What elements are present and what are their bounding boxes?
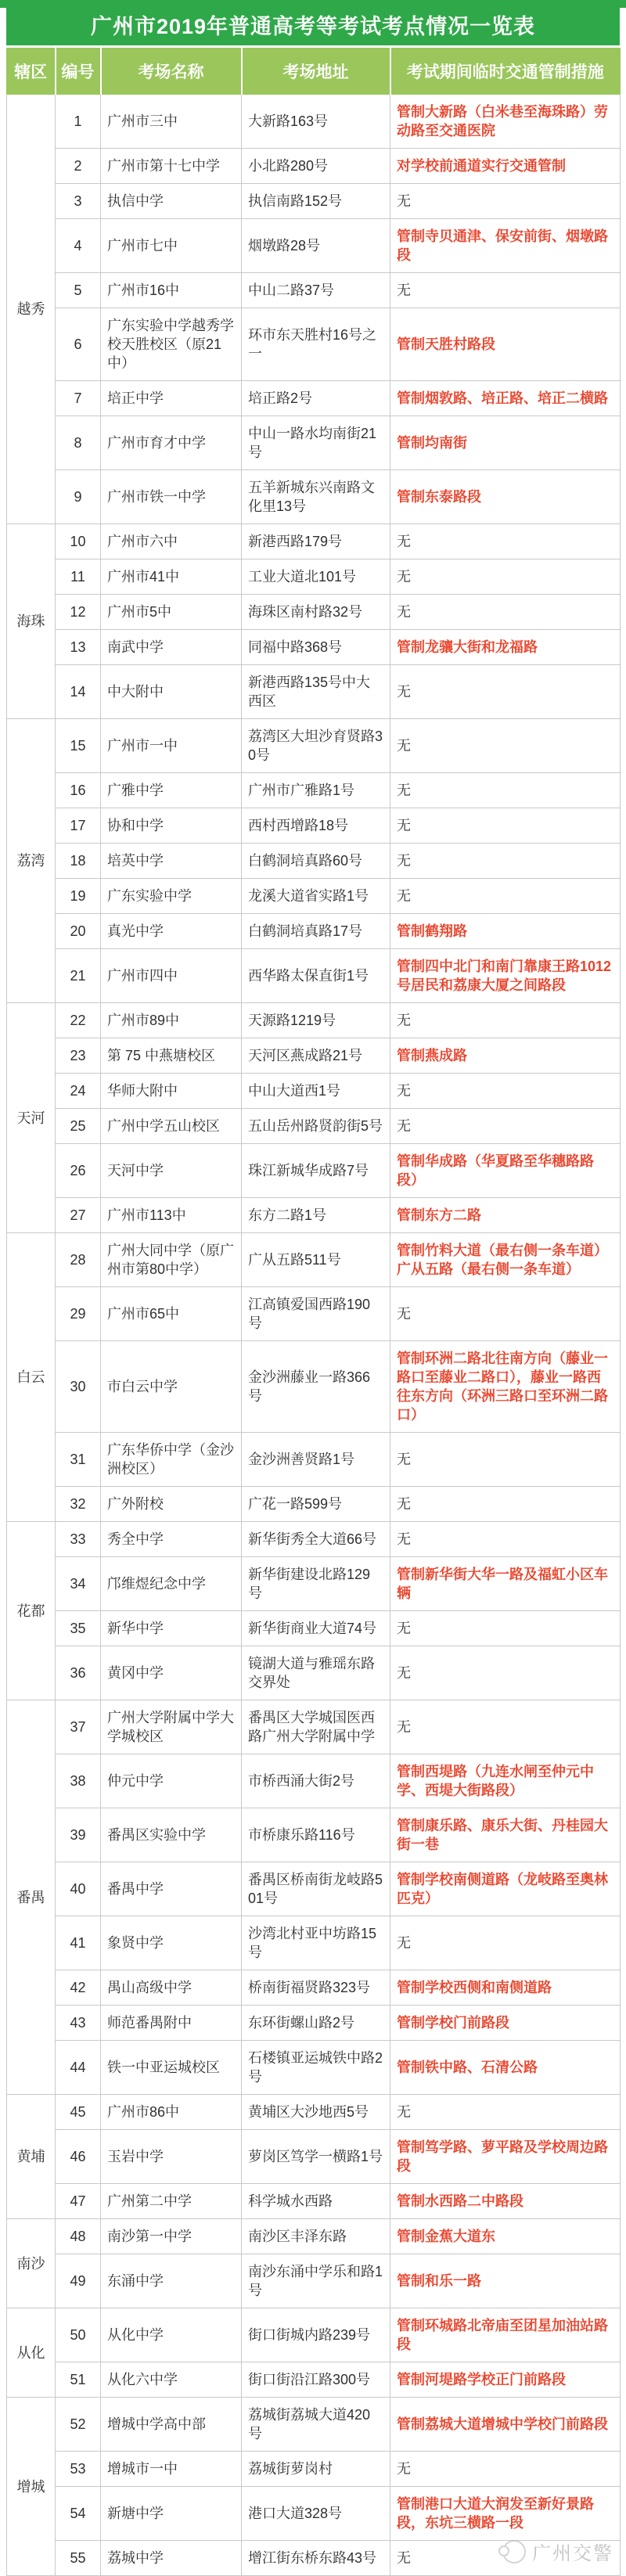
traffic-control: 无 (390, 559, 621, 595)
table-row (7, 1916, 621, 1970)
row-number: 29 (56, 1287, 101, 1341)
school-name: 广州市育才中学 (101, 416, 242, 470)
district-cell: 荔湾 (7, 719, 56, 1003)
school-address: 同福中路368号 (242, 630, 390, 665)
school-name: 增城市一中 (101, 2452, 242, 2487)
row-number: 41 (56, 1916, 101, 1970)
school-address: 江高镇爱国西路190号 (242, 1287, 390, 1341)
table-row (7, 914, 621, 949)
school-name: 邝维煜纪念中学 (101, 1557, 242, 1611)
school-name: 玉岩中学 (101, 2130, 242, 2184)
school-name: 广外附校 (101, 1487, 242, 1522)
header-school-address: 考场地址 (242, 49, 390, 95)
header-district: 辖区 (7, 49, 56, 95)
traffic-control: 无 (390, 1700, 621, 1754)
table-row (7, 1862, 621, 1916)
school-name: 从化六中学 (101, 2362, 242, 2398)
traffic-control: 管制天胜村路段 (390, 308, 621, 381)
district-cell: 天河 (7, 1003, 56, 1233)
exam-table (6, 48, 621, 2576)
row-number: 38 (56, 1754, 101, 1808)
school-address: 荔城街萝岗村 (242, 2452, 390, 2487)
school-name: 仲元中学 (101, 1754, 242, 1808)
table-row (7, 879, 621, 914)
top-green-strip (0, 0, 626, 8)
school-address: 大新路163号 (242, 95, 390, 149)
school-name: 番禺区实验中学 (101, 1808, 242, 1862)
row-number: 8 (56, 416, 101, 470)
traffic-control: 无 (390, 1074, 621, 1109)
table-row (7, 1074, 621, 1109)
school-address: 龙溪大道省实路1号 (242, 879, 390, 914)
traffic-control: 无 (390, 773, 621, 808)
traffic-control: 对学校前通道实行交通管制 (390, 149, 621, 184)
district-cell: 海珠 (7, 524, 56, 719)
row-number: 31 (56, 1433, 101, 1487)
row-number: 50 (56, 2308, 101, 2362)
traffic-control: 无 (390, 1611, 621, 1646)
row-number: 34 (56, 1557, 101, 1611)
traffic-control: 无 (390, 2095, 621, 2130)
district-cell: 南沙 (7, 2219, 56, 2308)
school-name: 广州市16中 (101, 273, 242, 308)
school-name: 东涌中学 (101, 2254, 242, 2308)
row-number: 39 (56, 1808, 101, 1862)
row-number: 26 (56, 1144, 101, 1198)
table-header (7, 49, 621, 95)
row-number: 24 (56, 1074, 101, 1109)
traffic-control: 管制学校门前路段 (390, 2006, 621, 2041)
traffic-control: 管制龙骧大街和龙福路 (390, 630, 621, 665)
school-address: 新华街秀全大道66号 (242, 1522, 390, 1557)
school-address: 广花一路599号 (242, 1487, 390, 1522)
school-address: 桥南街福贤路323号 (242, 1970, 390, 2006)
table-row (7, 630, 621, 665)
row-number: 48 (56, 2219, 101, 2254)
school-address: 新港西路179号 (242, 524, 390, 559)
traffic-control: 无 (390, 1109, 621, 1144)
table-row (7, 665, 621, 719)
school-address: 小北路280号 (242, 149, 390, 184)
school-address: 西村西增路18号 (242, 808, 390, 844)
exam-table-body (7, 95, 621, 2576)
school-address: 东环街螺山路2号 (242, 2006, 390, 2041)
school-address: 镜湖大道与雅瑶东路交界处 (242, 1646, 390, 1700)
school-name: 禺山高级中学 (101, 1970, 242, 2006)
table-row (7, 949, 621, 1003)
school-name: 象贤中学 (101, 1916, 242, 1970)
traffic-control: 管制康乐路、康乐大街、丹桂园大街一巷 (390, 1808, 621, 1862)
traffic-control: 无 (390, 1003, 621, 1038)
traffic-control: 管制金蕉大道东 (390, 2219, 621, 2254)
row-number: 49 (56, 2254, 101, 2308)
row-number: 5 (56, 273, 101, 308)
traffic-control: 无 (390, 1433, 621, 1487)
table-row (7, 1287, 621, 1341)
table-row (7, 470, 621, 524)
table-row (7, 2130, 621, 2184)
row-number: 11 (56, 559, 101, 595)
row-number: 9 (56, 470, 101, 524)
traffic-control: 管制鹤翔路 (390, 914, 621, 949)
school-address: 执信南路152号 (242, 184, 390, 219)
table-row (7, 595, 621, 630)
school-name: 培正中学 (101, 381, 242, 416)
school-name: 广州市41中 (101, 559, 242, 595)
school-address: 烟墩路28号 (242, 219, 390, 273)
school-name: 广州市一中 (101, 719, 242, 773)
traffic-control: 管制环城路北帝庙至团星加油站路段 (390, 2308, 621, 2362)
school-name: 第 75 中燕塘校区 (101, 1038, 242, 1074)
table-row (7, 773, 621, 808)
school-address: 中山二路37号 (242, 273, 390, 308)
school-address: 广州市广雅路1号 (242, 773, 390, 808)
row-number: 20 (56, 914, 101, 949)
district-cell: 增城 (7, 2398, 56, 2576)
school-name: 广东实验中学越秀学校天胜校区（原21中） (101, 308, 242, 381)
table-row (7, 1970, 621, 2006)
district-cell: 从化 (7, 2308, 56, 2398)
row-number: 13 (56, 630, 101, 665)
school-name: 番禺中学 (101, 1862, 242, 1916)
school-address: 广从五路511号 (242, 1233, 390, 1287)
district-cell: 黄埔 (7, 2095, 56, 2219)
table-row (7, 184, 621, 219)
row-number: 30 (56, 1341, 101, 1433)
school-name: 增城中学高中部 (101, 2398, 242, 2452)
school-address: 新华街商业大道74号 (242, 1611, 390, 1646)
school-name: 广州市三中 (101, 95, 242, 149)
table-row (7, 1198, 621, 1233)
header-number: 编号 (56, 49, 101, 95)
school-name: 协和中学 (101, 808, 242, 844)
row-number: 25 (56, 1109, 101, 1144)
school-name: 广州市113中 (101, 1198, 242, 1233)
row-number: 42 (56, 1970, 101, 2006)
table-row (7, 1754, 621, 1808)
traffic-control: 管制荔城大道增城中学校门前路段 (390, 2398, 621, 2452)
row-number: 3 (56, 184, 101, 219)
traffic-control: 管制铁中路、石清公路 (390, 2041, 621, 2095)
school-address: 天河区燕成路21号 (242, 1038, 390, 1074)
school-name: 从化中学 (101, 2308, 242, 2362)
row-number: 10 (56, 524, 101, 559)
school-address: 中山大道西1号 (242, 1074, 390, 1109)
school-address: 金沙洲藤业一路366号 (242, 1341, 390, 1433)
traffic-control: 无 (390, 524, 621, 559)
school-name: 南沙第一中学 (101, 2219, 242, 2254)
traffic-control: 无 (390, 844, 621, 879)
header-school-name: 考场名称 (101, 49, 242, 95)
school-name: 广州市铁一中学 (101, 470, 242, 524)
table-row (7, 1003, 621, 1038)
traffic-control: 管制水西路二中路段 (390, 2184, 621, 2219)
table-row (7, 2362, 621, 2398)
school-address: 萝岗区笃学一横路1号 (242, 2130, 390, 2184)
school-name: 广州市65中 (101, 1287, 242, 1341)
school-address: 五羊新城东兴南路文化里13号 (242, 470, 390, 524)
traffic-control: 管制华成路（华夏路至华穗路路段） (390, 1144, 621, 1198)
school-address: 增江街东桥东路43号 (242, 2541, 390, 2576)
school-address: 荔城街荔城大道420号 (242, 2398, 390, 2452)
table-row (7, 524, 621, 559)
row-number: 36 (56, 1646, 101, 1700)
school-name: 广州中学五山校区 (101, 1109, 242, 1144)
row-number: 12 (56, 595, 101, 630)
traffic-control: 无 (390, 273, 621, 308)
traffic-control: 无 (390, 1487, 621, 1522)
row-number: 4 (56, 219, 101, 273)
table-row (7, 1808, 621, 1862)
table-row (7, 808, 621, 844)
traffic-control: 无 (390, 719, 621, 773)
table-row (7, 1611, 621, 1646)
school-name: 广东华侨中学（金沙洲校区） (101, 1433, 242, 1487)
table-row (7, 2219, 621, 2254)
school-address: 金沙洲善贤路1号 (242, 1433, 390, 1487)
traffic-control: 管制笃学路、萝平路及学校周边路段 (390, 2130, 621, 2184)
table-row (7, 308, 621, 381)
school-address: 港口大道328号 (242, 2487, 390, 2541)
table-row (7, 1233, 621, 1287)
school-name: 培英中学 (101, 844, 242, 879)
traffic-control: 管制河堤路学校正门前路段 (390, 2362, 621, 2398)
school-address: 培正路2号 (242, 381, 390, 416)
school-name: 广州大同中学（原广州市第80中学） (101, 1233, 242, 1287)
traffic-control: 管制西堤路（九连水闸至仲元中学、西堤大街路段） (390, 1754, 621, 1808)
table-row (7, 1557, 621, 1611)
traffic-control: 管制东泰路段 (390, 470, 621, 524)
table-row (7, 1700, 621, 1754)
school-address: 白鹤洞培真路60号 (242, 844, 390, 879)
row-number: 37 (56, 1700, 101, 1754)
row-number: 17 (56, 808, 101, 844)
school-name: 广东实验中学 (101, 879, 242, 914)
school-address: 南沙东涌中学乐和路1号 (242, 2254, 390, 2308)
traffic-control: 管制学校西侧和南侧道路 (390, 1970, 621, 2006)
traffic-control: 无 (390, 595, 621, 630)
school-name: 广州市七中 (101, 219, 242, 273)
row-number: 21 (56, 949, 101, 1003)
school-name: 师范番禺附中 (101, 2006, 242, 2041)
table-row (7, 1109, 621, 1144)
table-row (7, 1646, 621, 1700)
district-cell: 番禺 (7, 1700, 56, 2095)
traffic-control: 无 (390, 1646, 621, 1700)
traffic-control: 无 (390, 1916, 621, 1970)
table-row (7, 2006, 621, 2041)
school-address: 黄埔区大沙地西5号 (242, 2095, 390, 2130)
traffic-control: 管制大新路（白米巷至海珠路）劳动路至交通医院 (390, 95, 621, 149)
table-row (7, 1433, 621, 1487)
row-number: 18 (56, 844, 101, 879)
school-name: 新华中学 (101, 1611, 242, 1646)
row-number: 52 (56, 2398, 101, 2452)
traffic-control: 无 (390, 665, 621, 719)
school-address: 工业大道北101号 (242, 559, 390, 595)
school-name: 新塘中学 (101, 2487, 242, 2541)
school-address: 市桥康乐路116号 (242, 1808, 390, 1862)
traffic-control: 管制港口大道大润发至新好景路段，东坑三横路一段 (390, 2487, 621, 2541)
row-number: 15 (56, 719, 101, 773)
school-name: 广州大学附属中学大学城校区 (101, 1700, 242, 1754)
row-number: 55 (56, 2541, 101, 2576)
traffic-control: 管制四中北门和南门靠康王路1012 号居民和荔康大厦之间路段 (390, 949, 621, 1003)
school-address: 新港西路135号中大西区 (242, 665, 390, 719)
traffic-control: 管制东方二路 (390, 1198, 621, 1233)
school-name: 执信中学 (101, 184, 242, 219)
school-address: 天源路1219号 (242, 1003, 390, 1038)
traffic-control: 无 (390, 1522, 621, 1557)
table-row (7, 95, 621, 149)
school-address: 环市东天胜村16号之一 (242, 308, 390, 381)
table-row (7, 2308, 621, 2362)
school-address: 科学城水西路 (242, 2184, 390, 2219)
district-cell: 花都 (7, 1522, 56, 1700)
school-name: 华师大附中 (101, 1074, 242, 1109)
school-address: 中山一路水均南街21号 (242, 416, 390, 470)
row-number: 53 (56, 2452, 101, 2487)
school-name: 市白云中学 (101, 1341, 242, 1433)
school-name: 广州市第十七中学 (101, 149, 242, 184)
watermark-text: 广州交警 (532, 2543, 613, 2564)
header-row (7, 49, 621, 95)
traffic-control: 无 (390, 184, 621, 219)
row-number: 23 (56, 1038, 101, 1074)
school-name: 真光中学 (101, 914, 242, 949)
traffic-control: 无 (390, 2541, 621, 2576)
table-row (7, 1038, 621, 1074)
row-number: 6 (56, 308, 101, 381)
school-address: 东方二路1号 (242, 1198, 390, 1233)
school-address: 海珠区南村路32号 (242, 595, 390, 630)
district-cell: 白云 (7, 1233, 56, 1522)
table-row (7, 2254, 621, 2308)
page-title: 广州市2019年普通高考等考试考点情况一览表 (6, 8, 620, 45)
school-name: 铁一中亚运城校区 (101, 2041, 242, 2095)
row-number: 33 (56, 1522, 101, 1557)
row-number: 46 (56, 2130, 101, 2184)
row-number: 1 (56, 95, 101, 149)
traffic-police-logo-icon (502, 2540, 526, 2563)
table-row (7, 381, 621, 416)
table-row (7, 1487, 621, 1522)
row-number: 35 (56, 1611, 101, 1646)
school-address: 市桥西涌大街2号 (242, 1754, 390, 1808)
school-address: 番禺区桥南街龙岐路501号 (242, 1862, 390, 1916)
school-address: 西华路太保直街1号 (242, 949, 390, 1003)
watermark (502, 2538, 613, 2565)
school-address: 白鹤洞培真路17号 (242, 914, 390, 949)
header-traffic-control: 考试期间临时交通管制措施 (390, 49, 621, 95)
traffic-control: 无 (390, 2452, 621, 2487)
table-row (7, 1144, 621, 1198)
school-name: 中大附中 (101, 665, 242, 719)
row-number: 28 (56, 1233, 101, 1287)
table-row (7, 416, 621, 470)
row-number: 22 (56, 1003, 101, 1038)
traffic-control: 管制烟敦路、培正路、培正二横路 (390, 381, 621, 416)
school-address: 沙湾北村亚中坊路15号 (242, 1916, 390, 1970)
table-row (7, 1522, 621, 1557)
school-address: 荔湾区大坦沙育贤路30号 (242, 719, 390, 773)
school-address: 新华街建设北路129号 (242, 1557, 390, 1611)
school-name: 广州市四中 (101, 949, 242, 1003)
row-number: 2 (56, 149, 101, 184)
table-row (7, 559, 621, 595)
row-number: 16 (56, 773, 101, 808)
table-row (7, 149, 621, 184)
row-number: 19 (56, 879, 101, 914)
table-row (7, 2184, 621, 2219)
table-row (7, 844, 621, 879)
school-address: 街口街城内路239号 (242, 2308, 390, 2362)
traffic-control: 管制均南街 (390, 416, 621, 470)
school-name: 黄冈中学 (101, 1646, 242, 1700)
traffic-control: 无 (390, 808, 621, 844)
row-number: 43 (56, 2006, 101, 2041)
row-number: 45 (56, 2095, 101, 2130)
school-name: 南武中学 (101, 630, 242, 665)
row-number: 54 (56, 2487, 101, 2541)
row-number: 40 (56, 1862, 101, 1916)
row-number: 51 (56, 2362, 101, 2398)
traffic-control: 管制燕成路 (390, 1038, 621, 1074)
school-name: 天河中学 (101, 1144, 242, 1198)
table-row (7, 2487, 621, 2541)
row-number: 47 (56, 2184, 101, 2219)
row-number: 7 (56, 381, 101, 416)
school-name: 广州市六中 (101, 524, 242, 559)
school-name: 广州市86中 (101, 2095, 242, 2130)
school-name: 广州市89中 (101, 1003, 242, 1038)
traffic-control: 管制竹料大道（最右侧一条车道）广从五路（最右侧一条车道） (390, 1233, 621, 1287)
table-row (7, 2398, 621, 2452)
table-row (7, 273, 621, 308)
traffic-control: 管制环洲二路北往南方向（藤业一路口至藤业二路口），藤业一路西往东方向（环洲三路口至环洲二路口） (390, 1341, 621, 1433)
table-row (7, 719, 621, 773)
traffic-control: 无 (390, 879, 621, 914)
school-name: 荔城中学 (101, 2541, 242, 2576)
traffic-control: 无 (390, 1287, 621, 1341)
table-row (7, 219, 621, 273)
table-row (7, 2041, 621, 2095)
school-address: 番禺区大学城国医西路广州大学附属中学 (242, 1700, 390, 1754)
school-name: 广州第二中学 (101, 2184, 242, 2219)
table-row (7, 2095, 621, 2130)
school-name: 广雅中学 (101, 773, 242, 808)
traffic-control: 管制新华街大华一路及福虹小区车辆 (390, 1557, 621, 1611)
row-number: 14 (56, 665, 101, 719)
table-row (7, 1341, 621, 1433)
school-name: 秀全中学 (101, 1522, 242, 1557)
school-address: 珠江新城华成路7号 (242, 1144, 390, 1198)
row-number: 32 (56, 1487, 101, 1522)
school-address: 街口街沿江路300号 (242, 2362, 390, 2398)
district-cell: 越秀 (7, 95, 56, 524)
row-number: 44 (56, 2041, 101, 2095)
traffic-control: 管制和乐一路 (390, 2254, 621, 2308)
table-row (7, 2452, 621, 2487)
school-address: 五山岳州路贤韵街5号 (242, 1109, 390, 1144)
school-address: 南沙区丰泽东路 (242, 2219, 390, 2254)
traffic-control: 管制寺贝通津、保安前街、烟墩路段 (390, 219, 621, 273)
school-address: 石楼镇亚运城铁中路2号 (242, 2041, 390, 2095)
school-name: 广州市5中 (101, 595, 242, 630)
row-number: 27 (56, 1198, 101, 1233)
traffic-control: 管制学校南侧道路（龙岐路至奥林匹克） (390, 1862, 621, 1916)
